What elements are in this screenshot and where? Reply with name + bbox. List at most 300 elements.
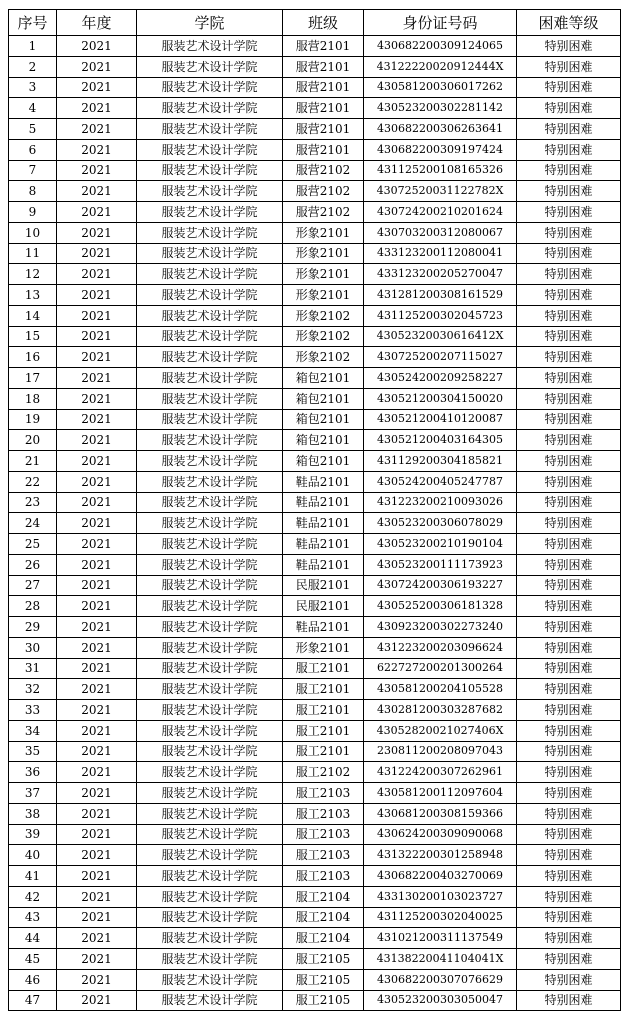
cell-class: 服工2103 — [283, 783, 364, 804]
cell-year: 2021 — [57, 741, 137, 762]
cell-year: 2021 — [57, 637, 137, 658]
cell-id-number: 430521200410120087 — [364, 409, 517, 430]
table-row — [9, 77, 621, 98]
cell-year: 2021 — [57, 368, 137, 389]
cell-serial-number: 25 — [9, 534, 57, 555]
cell-year: 2021 — [57, 720, 137, 741]
cell-id-number: 43138220041104041X — [364, 949, 517, 970]
cell-class: 服工2101 — [283, 720, 364, 741]
cell-id-number: 431223200203096624 — [364, 637, 517, 658]
cell-hardship-level: 特别困难 — [517, 56, 621, 77]
table-row — [9, 554, 621, 575]
cell-id-number: 431125200302040025 — [364, 907, 517, 928]
cell-hardship-level: 特别困难 — [517, 969, 621, 990]
cell-serial-number: 27 — [9, 575, 57, 596]
cell-class: 形象2102 — [283, 305, 364, 326]
cell-id-number: 433130200103023727 — [364, 886, 517, 907]
cell-hardship-level: 特别困难 — [517, 222, 621, 243]
cell-serial-number: 15 — [9, 326, 57, 347]
cell-year: 2021 — [57, 139, 137, 160]
table-row — [9, 451, 621, 472]
cell-year: 2021 — [57, 264, 137, 285]
cell-year: 2021 — [57, 492, 137, 513]
table-row — [9, 886, 621, 907]
cell-hardship-level: 特别困难 — [517, 928, 621, 949]
cell-college: 服装艺术设计学院 — [137, 617, 283, 638]
cell-serial-number: 46 — [9, 969, 57, 990]
cell-id-number: 430682200306263641 — [364, 119, 517, 140]
cell-serial-number: 21 — [9, 451, 57, 472]
table-row — [9, 388, 621, 409]
cell-serial-number: 38 — [9, 803, 57, 824]
cell-college: 服装艺术设计学院 — [137, 658, 283, 679]
cell-year: 2021 — [57, 990, 137, 1011]
table-row — [9, 949, 621, 970]
cell-hardship-level: 特别困难 — [517, 679, 621, 700]
table-row — [9, 969, 621, 990]
cell-year: 2021 — [57, 949, 137, 970]
cell-hardship-level: 特别困难 — [517, 990, 621, 1011]
cell-college: 服装艺术设计学院 — [137, 202, 283, 223]
table-row — [9, 990, 621, 1011]
cell-serial-number: 40 — [9, 845, 57, 866]
header-college: 学院 — [137, 10, 283, 36]
table-row — [9, 803, 621, 824]
cell-college: 服装艺术设计学院 — [137, 720, 283, 741]
cell-college: 服装艺术设计学院 — [137, 347, 283, 368]
cell-serial-number: 17 — [9, 368, 57, 389]
cell-hardship-level: 特别困难 — [517, 803, 621, 824]
cell-class: 服工2105 — [283, 969, 364, 990]
cell-serial-number: 7 — [9, 160, 57, 181]
cell-class: 服工2103 — [283, 845, 364, 866]
cell-serial-number: 28 — [9, 596, 57, 617]
header-row — [9, 10, 621, 36]
cell-hardship-level: 特别困难 — [517, 949, 621, 970]
cell-college: 服装艺术设计学院 — [137, 907, 283, 928]
cell-class: 形象2102 — [283, 326, 364, 347]
cell-college: 服装艺术设计学院 — [137, 139, 283, 160]
student-hardship-table — [8, 9, 621, 1011]
cell-id-number: 430523200302281142 — [364, 98, 517, 119]
cell-year: 2021 — [57, 886, 137, 907]
cell-college: 服装艺术设计学院 — [137, 741, 283, 762]
cell-class: 鞋品2101 — [283, 554, 364, 575]
cell-id-number: 430524200405247787 — [364, 471, 517, 492]
cell-id-number: 43072520031122782X — [364, 181, 517, 202]
cell-id-number: 430725200207115027 — [364, 347, 517, 368]
table-row — [9, 202, 621, 223]
cell-class: 服营2101 — [283, 119, 364, 140]
cell-class: 服营2101 — [283, 36, 364, 57]
cell-id-number: 430581200306017262 — [364, 77, 517, 98]
cell-id-number: 431129200304185821 — [364, 451, 517, 472]
cell-id-number: 430681200308159366 — [364, 803, 517, 824]
cell-college: 服装艺术设计学院 — [137, 762, 283, 783]
cell-class: 服营2101 — [283, 139, 364, 160]
cell-year: 2021 — [57, 866, 137, 887]
cell-college: 服装艺术设计学院 — [137, 409, 283, 430]
cell-year: 2021 — [57, 969, 137, 990]
table-row — [9, 119, 621, 140]
cell-hardship-level: 特别困难 — [517, 305, 621, 326]
table-row — [9, 679, 621, 700]
cell-serial-number: 3 — [9, 77, 57, 98]
table-row — [9, 160, 621, 181]
cell-serial-number: 37 — [9, 783, 57, 804]
header-year: 年度 — [57, 10, 137, 36]
header-serial-number: 序号 — [9, 10, 57, 36]
cell-college: 服装艺术设计学院 — [137, 783, 283, 804]
cell-class: 形象2101 — [283, 637, 364, 658]
cell-year: 2021 — [57, 700, 137, 721]
cell-year: 2021 — [57, 451, 137, 472]
cell-id-number: 430524200209258227 — [364, 368, 517, 389]
cell-serial-number: 24 — [9, 513, 57, 534]
cell-college: 服装艺术设计学院 — [137, 596, 283, 617]
cell-year: 2021 — [57, 181, 137, 202]
cell-id-number: 433123200205270047 — [364, 264, 517, 285]
cell-serial-number: 35 — [9, 741, 57, 762]
cell-id-number: 430923200302273240 — [364, 617, 517, 638]
cell-class: 服工2101 — [283, 700, 364, 721]
table-row — [9, 824, 621, 845]
cell-id-number: 430682200307076629 — [364, 969, 517, 990]
cell-serial-number: 16 — [9, 347, 57, 368]
cell-class: 服工2103 — [283, 803, 364, 824]
cell-class: 服营2101 — [283, 56, 364, 77]
cell-college: 服装艺术设计学院 — [137, 222, 283, 243]
cell-id-number: 431021200311137549 — [364, 928, 517, 949]
cell-hardship-level: 特别困难 — [517, 554, 621, 575]
cell-year: 2021 — [57, 347, 137, 368]
cell-year: 2021 — [57, 471, 137, 492]
cell-id-number: 431224200307262961 — [364, 762, 517, 783]
cell-serial-number: 12 — [9, 264, 57, 285]
cell-id-number: 431322200301258948 — [364, 845, 517, 866]
table-row — [9, 658, 621, 679]
cell-hardship-level: 特别困难 — [517, 720, 621, 741]
cell-year: 2021 — [57, 202, 137, 223]
cell-id-number: 431281200308161529 — [364, 285, 517, 306]
cell-year: 2021 — [57, 119, 137, 140]
cell-hardship-level: 特别困难 — [517, 575, 621, 596]
table-row — [9, 907, 621, 928]
cell-serial-number: 42 — [9, 886, 57, 907]
cell-hardship-level: 特别困难 — [517, 181, 621, 202]
cell-class: 服工2101 — [283, 658, 364, 679]
cell-hardship-level: 特别困难 — [517, 202, 621, 223]
cell-class: 箱包2101 — [283, 430, 364, 451]
cell-id-number: 43122220020912444X — [364, 56, 517, 77]
cell-class: 鞋品2101 — [283, 617, 364, 638]
table-row — [9, 513, 621, 534]
cell-serial-number: 19 — [9, 409, 57, 430]
cell-id-number: 430523200306078029 — [364, 513, 517, 534]
table-row — [9, 98, 621, 119]
cell-serial-number: 8 — [9, 181, 57, 202]
cell-hardship-level: 特别困难 — [517, 907, 621, 928]
cell-serial-number: 29 — [9, 617, 57, 638]
cell-year: 2021 — [57, 845, 137, 866]
cell-id-number: 430703200312080067 — [364, 222, 517, 243]
cell-class: 鞋品2101 — [283, 492, 364, 513]
cell-serial-number: 44 — [9, 928, 57, 949]
cell-hardship-level: 特别困难 — [517, 139, 621, 160]
cell-college: 服装艺术设计学院 — [137, 637, 283, 658]
cell-class: 服营2102 — [283, 202, 364, 223]
cell-class: 箱包2101 — [283, 388, 364, 409]
cell-college: 服装艺术设计学院 — [137, 243, 283, 264]
cell-college: 服装艺术设计学院 — [137, 430, 283, 451]
cell-hardship-level: 特别困难 — [517, 700, 621, 721]
cell-class: 形象2101 — [283, 285, 364, 306]
cell-year: 2021 — [57, 326, 137, 347]
cell-year: 2021 — [57, 907, 137, 928]
cell-year: 2021 — [57, 36, 137, 57]
cell-class: 服工2104 — [283, 886, 364, 907]
cell-class: 服工2105 — [283, 949, 364, 970]
cell-year: 2021 — [57, 56, 137, 77]
table-row — [9, 430, 621, 451]
cell-class: 服工2104 — [283, 907, 364, 928]
cell-college: 服装艺术设计学院 — [137, 990, 283, 1011]
table-row — [9, 243, 621, 264]
table-row — [9, 928, 621, 949]
cell-hardship-level: 特别困难 — [517, 762, 621, 783]
cell-hardship-level: 特别困难 — [517, 596, 621, 617]
cell-college: 服装艺术设计学院 — [137, 326, 283, 347]
cell-class: 服工2105 — [283, 990, 364, 1011]
cell-hardship-level: 特别困难 — [517, 845, 621, 866]
cell-hardship-level: 特别困难 — [517, 347, 621, 368]
cell-college: 服装艺术设计学院 — [137, 98, 283, 119]
cell-hardship-level: 特别困难 — [517, 617, 621, 638]
cell-id-number: 43052820021027406X — [364, 720, 517, 741]
cell-hardship-level: 特别困难 — [517, 160, 621, 181]
cell-year: 2021 — [57, 803, 137, 824]
cell-class: 服工2101 — [283, 741, 364, 762]
header-class: 班级 — [283, 10, 364, 36]
cell-serial-number: 9 — [9, 202, 57, 223]
cell-hardship-level: 特别困难 — [517, 783, 621, 804]
cell-year: 2021 — [57, 679, 137, 700]
table-row — [9, 866, 621, 887]
cell-hardship-level: 特别困难 — [517, 326, 621, 347]
cell-id-number: 431223200210093026 — [364, 492, 517, 513]
cell-id-number: 430724200210201624 — [364, 202, 517, 223]
cell-year: 2021 — [57, 243, 137, 264]
cell-year: 2021 — [57, 77, 137, 98]
cell-hardship-level: 特别困难 — [517, 534, 621, 555]
cell-college: 服装艺术设计学院 — [137, 886, 283, 907]
cell-serial-number: 14 — [9, 305, 57, 326]
cell-id-number: 430521200304150020 — [364, 388, 517, 409]
cell-year: 2021 — [57, 388, 137, 409]
cell-college: 服装艺术设计学院 — [137, 285, 283, 306]
cell-class: 服工2104 — [283, 928, 364, 949]
cell-college: 服装艺术设计学院 — [137, 928, 283, 949]
cell-hardship-level: 特别困难 — [517, 658, 621, 679]
cell-college: 服装艺术设计学院 — [137, 36, 283, 57]
cell-serial-number: 5 — [9, 119, 57, 140]
cell-college: 服装艺术设计学院 — [137, 119, 283, 140]
cell-serial-number: 1 — [9, 36, 57, 57]
cell-year: 2021 — [57, 762, 137, 783]
cell-class: 民服2101 — [283, 596, 364, 617]
cell-year: 2021 — [57, 534, 137, 555]
table-row — [9, 36, 621, 57]
cell-class: 服工2101 — [283, 679, 364, 700]
cell-id-number: 433123200112080041 — [364, 243, 517, 264]
cell-serial-number: 20 — [9, 430, 57, 451]
cell-college: 服装艺术设计学院 — [137, 824, 283, 845]
cell-hardship-level: 特别困难 — [517, 451, 621, 472]
cell-serial-number: 26 — [9, 554, 57, 575]
cell-serial-number: 23 — [9, 492, 57, 513]
cell-serial-number: 39 — [9, 824, 57, 845]
table-row — [9, 762, 621, 783]
cell-college: 服装艺术设计学院 — [137, 305, 283, 326]
cell-college: 服装艺术设计学院 — [137, 368, 283, 389]
cell-college: 服装艺术设计学院 — [137, 264, 283, 285]
table-row — [9, 534, 621, 555]
cell-serial-number: 13 — [9, 285, 57, 306]
cell-year: 2021 — [57, 783, 137, 804]
cell-college: 服装艺术设计学院 — [137, 181, 283, 202]
cell-year: 2021 — [57, 513, 137, 534]
cell-serial-number: 41 — [9, 866, 57, 887]
cell-serial-number: 33 — [9, 700, 57, 721]
cell-class: 形象2102 — [283, 347, 364, 368]
cell-year: 2021 — [57, 305, 137, 326]
cell-class: 鞋品2101 — [283, 534, 364, 555]
cell-hardship-level: 特别困难 — [517, 886, 621, 907]
cell-serial-number: 2 — [9, 56, 57, 77]
table-row — [9, 845, 621, 866]
header-hardship-level: 困难等级 — [517, 10, 621, 36]
cell-college: 服装艺术设计学院 — [137, 77, 283, 98]
table-row — [9, 471, 621, 492]
table-row — [9, 409, 621, 430]
table-row — [9, 637, 621, 658]
cell-class: 民服2101 — [283, 575, 364, 596]
table-row — [9, 326, 621, 347]
cell-id-number: 430682200309197424 — [364, 139, 517, 160]
cell-id-number: 430581200112097604 — [364, 783, 517, 804]
cell-serial-number: 45 — [9, 949, 57, 970]
cell-hardship-level: 特别困难 — [517, 36, 621, 57]
cell-college: 服装艺术设计学院 — [137, 845, 283, 866]
table-row — [9, 56, 621, 77]
cell-hardship-level: 特别困难 — [517, 98, 621, 119]
cell-class: 服工2102 — [283, 762, 364, 783]
cell-class: 服营2102 — [283, 160, 364, 181]
table-row — [9, 741, 621, 762]
cell-hardship-level: 特别困难 — [517, 409, 621, 430]
cell-serial-number: 4 — [9, 98, 57, 119]
table-row — [9, 368, 621, 389]
cell-class: 形象2101 — [283, 222, 364, 243]
cell-serial-number: 11 — [9, 243, 57, 264]
table-row — [9, 264, 621, 285]
cell-id-number: 430521200403164305 — [364, 430, 517, 451]
table-row — [9, 492, 621, 513]
cell-id-number: 43052320030616412X — [364, 326, 517, 347]
cell-id-number: 430581200204105528 — [364, 679, 517, 700]
cell-college: 服装艺术设计学院 — [137, 534, 283, 555]
table-row — [9, 617, 621, 638]
cell-hardship-level: 特别困难 — [517, 388, 621, 409]
cell-hardship-level: 特别困难 — [517, 741, 621, 762]
cell-hardship-level: 特别困难 — [517, 492, 621, 513]
cell-year: 2021 — [57, 222, 137, 243]
cell-class: 鞋品2101 — [283, 513, 364, 534]
cell-class: 服工2103 — [283, 866, 364, 887]
cell-year: 2021 — [57, 658, 137, 679]
cell-college: 服装艺术设计学院 — [137, 513, 283, 534]
cell-year: 2021 — [57, 160, 137, 181]
table-row — [9, 139, 621, 160]
cell-hardship-level: 特别困难 — [517, 513, 621, 534]
cell-class: 形象2101 — [283, 264, 364, 285]
cell-serial-number: 31 — [9, 658, 57, 679]
cell-college: 服装艺术设计学院 — [137, 388, 283, 409]
cell-year: 2021 — [57, 617, 137, 638]
table-row — [9, 700, 621, 721]
cell-class: 鞋品2101 — [283, 471, 364, 492]
cell-year: 2021 — [57, 98, 137, 119]
cell-hardship-level: 特别困难 — [517, 866, 621, 887]
cell-year: 2021 — [57, 824, 137, 845]
cell-id-number: 430281200303287682 — [364, 700, 517, 721]
cell-class: 箱包2101 — [283, 409, 364, 430]
cell-college: 服装艺术设计学院 — [137, 471, 283, 492]
table-row — [9, 720, 621, 741]
cell-id-number: 430525200306181328 — [364, 596, 517, 617]
cell-id-number: 430624200309090068 — [364, 824, 517, 845]
cell-class: 形象2101 — [283, 243, 364, 264]
cell-serial-number: 32 — [9, 679, 57, 700]
cell-serial-number: 22 — [9, 471, 57, 492]
table-row — [9, 181, 621, 202]
table-row — [9, 285, 621, 306]
cell-class: 服营2101 — [283, 77, 364, 98]
cell-hardship-level: 特别困难 — [517, 471, 621, 492]
table-row — [9, 575, 621, 596]
cell-college: 服装艺术设计学院 — [137, 56, 283, 77]
cell-hardship-level: 特别困难 — [517, 119, 621, 140]
cell-college: 服装艺术设计学院 — [137, 160, 283, 181]
cell-id-number: 230811200208097043 — [364, 741, 517, 762]
cell-college: 服装艺术设计学院 — [137, 866, 283, 887]
cell-id-number: 431125200108165326 — [364, 160, 517, 181]
cell-college: 服装艺术设计学院 — [137, 949, 283, 970]
cell-college: 服装艺术设计学院 — [137, 575, 283, 596]
cell-college: 服装艺术设计学院 — [137, 554, 283, 575]
cell-class: 服工2103 — [283, 824, 364, 845]
cell-year: 2021 — [57, 575, 137, 596]
cell-hardship-level: 特别困难 — [517, 430, 621, 451]
cell-year: 2021 — [57, 596, 137, 617]
cell-id-number: 430724200306193227 — [364, 575, 517, 596]
cell-serial-number: 10 — [9, 222, 57, 243]
cell-id-number: 430523200111173923 — [364, 554, 517, 575]
cell-id-number: 431125200302045723 — [364, 305, 517, 326]
cell-year: 2021 — [57, 430, 137, 451]
cell-college: 服装艺术设计学院 — [137, 679, 283, 700]
cell-serial-number: 18 — [9, 388, 57, 409]
